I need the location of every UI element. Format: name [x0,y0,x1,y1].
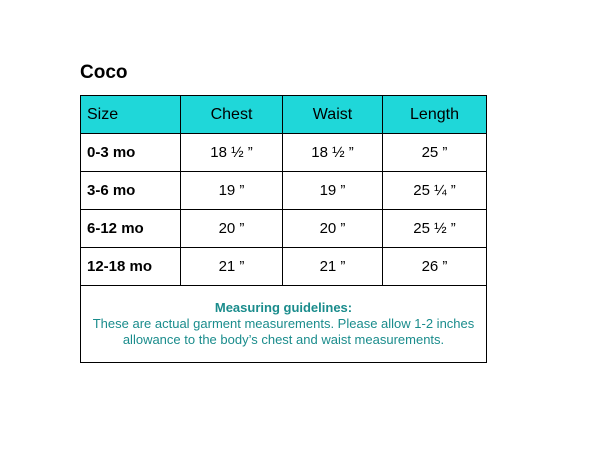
guidelines-cell [81,286,487,363]
size-cell: 6-12 mo [81,210,181,248]
guidelines-heading: Measuring guidelines: [214,300,353,315]
length-cell: 26 ” [383,248,487,286]
header-chest: Chest [181,96,283,134]
length-cell: 25 ” [383,134,487,172]
table-row [81,172,487,210]
guidelines-row [81,286,487,363]
waist-cell: 21 ” [283,248,383,286]
waist-cell: 20 ” [283,210,383,248]
chest-cell: 20 ” [181,210,283,248]
chest-cell: 19 ” [181,172,283,210]
table-row [81,248,487,286]
table-row [81,134,487,172]
size-cell: 3-6 mo [81,172,181,210]
header-size: Size [81,96,181,134]
size-cell: 12-18 mo [81,248,181,286]
waist-cell: 19 ” [283,172,383,210]
size-chart-table [80,95,487,363]
table-row [81,210,487,248]
length-cell: 25 ½ ” [383,210,487,248]
page-title: Coco [80,62,128,83]
chest-cell: 18 ½ ” [181,134,283,172]
header-length: Length [383,96,487,134]
table-header-row [81,96,487,134]
length-cell: 25 ¼ ” [383,172,487,210]
waist-cell: 18 ½ ” [283,134,383,172]
header-waist: Waist [283,96,383,134]
chest-cell: 21 ” [181,248,283,286]
size-cell: 0-3 mo [81,134,181,172]
guidelines-text: These are actual garment measurements. Please allow 1-2 inches allowance to the body’s chest and waist measurements. [92,316,475,347]
